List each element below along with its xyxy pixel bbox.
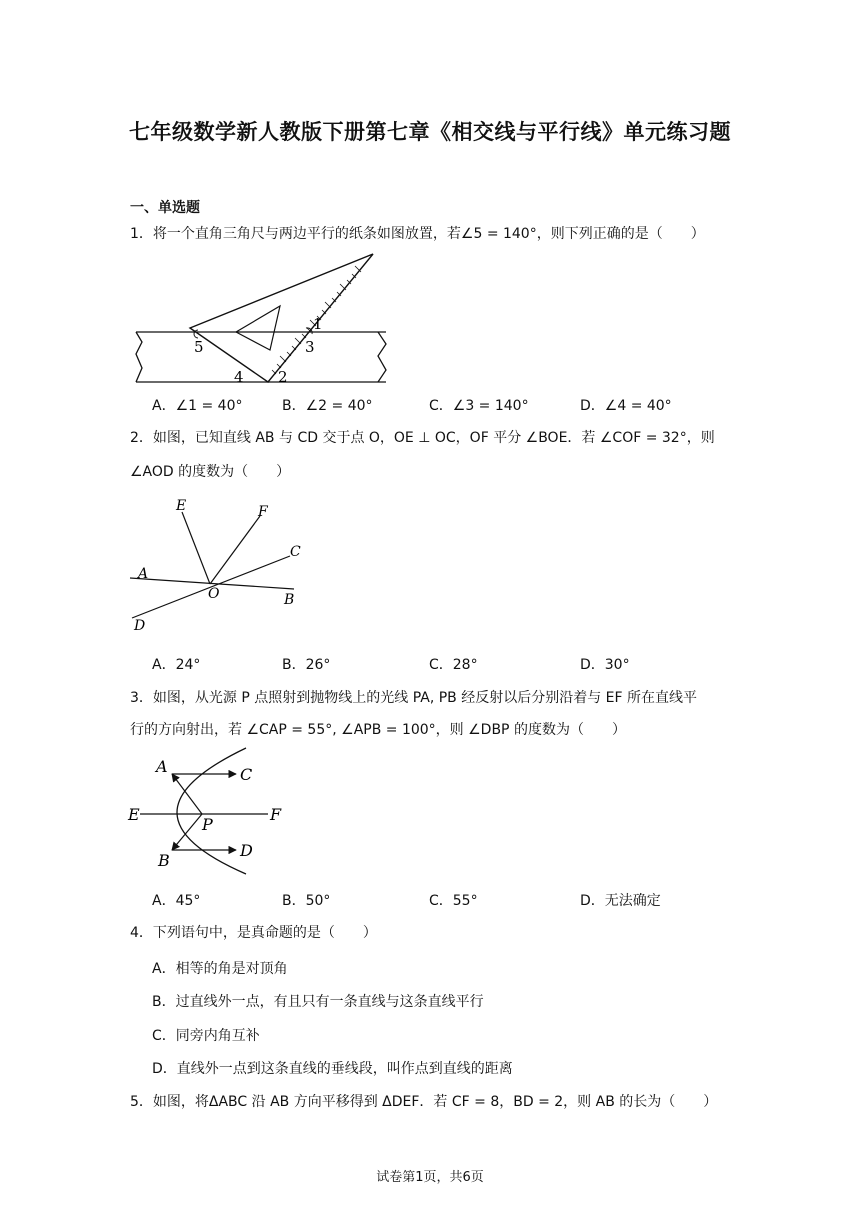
fig3-label-e: E (128, 805, 140, 824)
fig2-label-f: F (258, 504, 268, 520)
q1-option-c[interactable]: C．∠3 = 140° (429, 398, 529, 414)
q4-option-c[interactable]: C．同旁内角互补 (152, 1028, 260, 1044)
fig1-label-5: 5 (194, 338, 204, 356)
fig3-label-c: C (240, 765, 253, 784)
q3-option-b[interactable]: B．50° (282, 893, 331, 909)
question-1-figure (128, 250, 398, 386)
fig3-label-p: P (202, 815, 213, 834)
page-title: 七年级数学新人教版下册第七章《相交线与平行线》单元练习题 (129, 120, 731, 144)
question-1-stem: 1．将一个直角三角尺与两边平行的纸条如图放置，若∠5 = 140°，则下列正确的是（ ） (130, 226, 705, 242)
q2-option-b[interactable]: B．26° (282, 657, 331, 673)
q2-option-c[interactable]: C．28° (429, 657, 478, 673)
q1-option-d[interactable]: D．∠4 = 40° (580, 398, 672, 414)
question-3-figure (126, 744, 296, 876)
q4-option-d[interactable]: D．直线外一点到这条直线的垂线段，叫作点到直线的距离 (152, 1061, 513, 1077)
question-1-options (152, 395, 712, 415)
fig1-label-1: 1 (313, 315, 323, 333)
page-footer: 试卷第1页，共6页 (376, 1170, 484, 1185)
q3-option-a[interactable]: A．45° (152, 893, 201, 909)
fig2-label-a: A (138, 566, 149, 582)
q4-option-a[interactable]: A．相等的角是对顶角 (152, 961, 288, 977)
fig2-label-d: D (134, 618, 146, 634)
q2-option-d[interactable]: D．30° (580, 657, 630, 673)
fig3-label-b: B (158, 851, 170, 870)
q4-option-b[interactable]: B．过直线外一点，有且只有一条直线与这条直线平行 (152, 994, 484, 1010)
fig2-label-c: C (290, 544, 301, 560)
fig2-label-e: E (176, 498, 187, 514)
question-2-stem-line1: 2．如图，已知直线 AB 与 CD 交于点 O，OE ⊥ OC，OF 平分 ∠BOE．若 ∠COF = 32°，则 (130, 430, 715, 446)
fig1-label-2: 2 (278, 368, 288, 386)
section-heading: 一、单选题 (130, 200, 200, 216)
question-2-figure (128, 494, 318, 636)
fig3-label-f: F (270, 805, 282, 824)
q3-option-c[interactable]: C．55° (429, 893, 478, 909)
fig3-label-d: D (240, 841, 253, 860)
question-3-options (152, 890, 712, 910)
fig2-label-o: O (208, 586, 220, 602)
question-2-options (152, 654, 712, 674)
fig1-label-4: 4 (234, 368, 244, 386)
fig1-label-3: 3 (305, 338, 315, 356)
question-3-stem-line1: 3．如图，从光源 P 点照射到抛物线上的光线 PA, PB 经反射以后分别沿着与 EF 所在直线平 (130, 690, 698, 706)
q2-option-a[interactable]: A．24° (152, 657, 201, 673)
q1-option-b[interactable]: B．∠2 = 40° (282, 398, 373, 414)
question-3-stem-line2: 行的方向射出，若 ∠CAP = 55°, ∠APB = 100°，则 ∠DBP 的度数为（ ） (130, 722, 626, 738)
question-4-stem: 4．下列语句中，是真命题的是（ ） (130, 925, 377, 941)
fig3-label-a: A (156, 757, 168, 776)
q3-option-d[interactable]: D．无法确定 (580, 893, 661, 909)
question-2-stem-line2: ∠AOD 的度数为（ ） (130, 464, 291, 480)
question-5-stem: 5．如图，将ΔABC 沿 AB 方向平移得到 ΔDEF．若 CF = 8，BD = 2，则 AB 的长为（ ） (130, 1094, 718, 1110)
q1-option-a[interactable]: A．∠1 = 40° (152, 398, 243, 414)
fig2-label-b: B (284, 592, 295, 608)
